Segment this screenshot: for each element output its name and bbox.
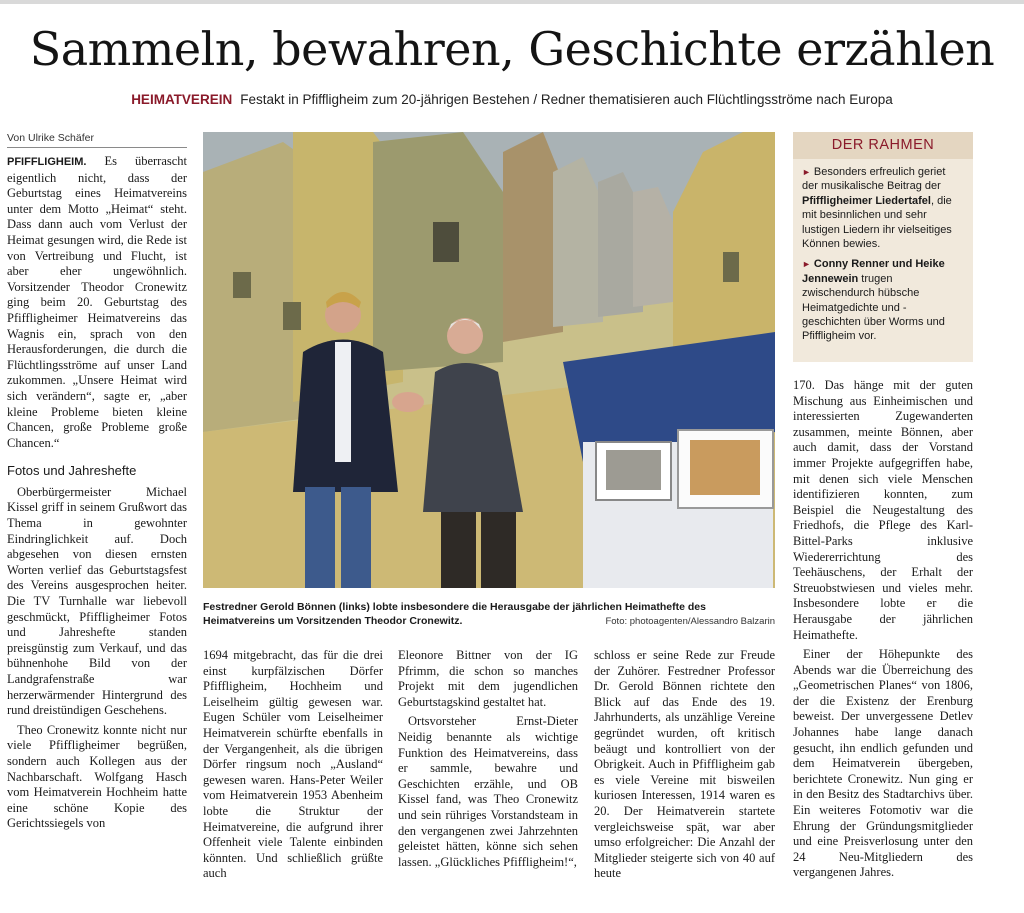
column-4 [594, 648, 775, 886]
subheadline [0, 92, 1024, 107]
column-1 [7, 154, 187, 836]
article-photo [203, 132, 775, 588]
byline: Von Ulrike Schäfer [7, 132, 94, 144]
kicker: HEIMATVEREIN [131, 92, 233, 107]
subheading: Fotos und Jahreshefte [7, 463, 137, 479]
dateline: PFIFFLIGHEIM. [7, 156, 87, 168]
info-highlight: Pfiffligheimer Liedertafel [802, 194, 931, 207]
info-box [793, 132, 973, 362]
paragraph: schloss er seine Rede zur Freude der Zuhörer. Festredner Professor Dr. Gerold Bönnen richtete den Blick auf das Ende des 19. Jahrhunderts, als unzählige Vereine gegründet wurden, oft kritisch beäugt und kontrolliert von der Obrigkeit. Auch in Pfiffligheim gab es viele Vereine mit bisweilen kuriosen Interessen, 1914 waren es 20. Der Heimatverein startete vergleichsweise spät, war aber umso erfolgreicher: Die Anzahl der Mitglieder steigerte sich von 40 auf heute [594, 648, 775, 881]
paragraph: Einer der Höhepunkte des Abends war die Überreichung des „Geometrischen Planes“ von 1806, der die Existenz der Erenburg beweist. Der unvergessene Detlev Johannes habe lange danach gesucht, ihn endlich gefunden und dem Heimatverein übergeben, berichtete Cronewitz. Nun ging er in den Besitz des Stadtarchivs über. Ein weiteres Fotomotiv war die Ehrung der Gründungsmitglieder und eine Preisverlosung unter den 24 Neu-Mitgliedern des vergangenen Jahres. [793, 647, 973, 880]
info-highlight: Conny Renner und Heike Jennewein [802, 258, 945, 285]
paragraph: Eleonore Bittner von der IG Pfrimm, die schon so manches Projekt mit dem jugendlichen Geburtstagskind gestaltet hat. [398, 648, 578, 709]
paragraph: 170. Das hänge mit der guten Mischung aus Einheimischen und interessierten Zugewanderten zusammen, meinte Bönnen, aber auch damit, dass der Vorstand immer Projekte aufgegriffen habe, mit denen sich viele Menschen identifizieren konnten, zum Beispiel die Neugestaltung des Friedhofs, die Pflege des Karl-Bittel-Parks inklusive Wiedererrichtung des Teehäuschens, der Erhalt der Streuobstwiesen und vieles mehr. Insbesondere lobte er die Herausgabe der jährlichen Heimathefte. [793, 378, 973, 642]
info-text: , die mit besinnlichen und sehr lustigen Liedern ihr vielseitiges Können bewies. [802, 194, 952, 251]
paragraph-text: Es überrascht eigentlich nicht, dass der Geburtstag eines Heimatvereins unter dem Motto „Heimat“ steht. Dass dann auch vom Verlust der Heimat gesungen wird, die Rede ist von Vertreibung und Flucht, ist aber eher ungewöhnlich. Vorsitzender Theodor Cronewitz ging beim 20. Geburtstag des Pfiffligheimer Heimatvereins das Wagnis ein, sprach von den Herausforderungen, die durch die Flüchtlingsströme auf unser Land zukommen. „Unsere Heimat wird sich verändern“, sagte er, „aber kleine Probleme bieten kleine Chancen, große Probleme große Chancen.“ [7, 154, 188, 450]
byline-rule [7, 147, 187, 148]
info-text: trugen zwischendurch hübsche Heimatgedichte und -geschichten über Worms und Pfiffligheim vor. [802, 272, 945, 343]
info-box-title: DER RAHMEN [793, 132, 973, 159]
paragraph-lead [7, 154, 187, 451]
paragraph: 1694 mitgebracht, das für die drei einst kurpfälzischen Dörfer Pfiffligheim, Hochheim und Leiselheim gültig gewesen war. Eugen Schüler vom Leiselheimer Heimatverein schürfte ebenfalls in der Vergangenheit, als die übrigen Dörfer ringsum noch „Ausland“ gewesen waren. Hans-Peter Weiler vom Heimatverein 1953 Abenheim lobte die Struktur der Heimatvereine, die aufgrund ihrer Offenheit viele Talente einbinden könnten. Und schließlich grüßte auch [203, 648, 383, 881]
caption-text: Festredner Gerold Bönnen (links) lobte insbesondere die Herausgabe der jährlichen Heimathefte des Heimatvereins um Vorsitzenden Theodor Cronewitz. [203, 601, 706, 627]
photo-credit: Foto: photoagenten/Alessandro Balzarin [605, 616, 775, 627]
paragraph: Ortsvorsteher Ernst-Dieter Neidig benannte als wichtige Funktion des Heimatvereins, dass er sammle, bewahre und Geschichten erzähle, und OB Kissel fand, was Theo Cronewitz und sein rühriges Vorstandsteam in den vergangenen zwei Jahrzehnten geleistet hätten, könne sich sehen lassen. „Glückliches Pfiffligheim!“, [398, 714, 578, 869]
top-border [0, 0, 1024, 4]
column-2 [203, 648, 383, 886]
subheadline-text: Festakt in Pfiffligheim zum 20-jährigen Bestehen / Redner thematisieren auch Flüchtlingsströme nach Europa [240, 92, 893, 107]
column-5 [793, 378, 973, 885]
triangle-bullet-icon: ► [802, 259, 811, 270]
paragraph: Oberbürgermeister Michael Kissel griff in seinem Grußwort das Thema in gewohnter Eindringlichkeit auf. Doch abgesehen von diesen ernsten Worten verlief das Geburtstagsfest des Vereins ausgesprochen heiter. Die TV Turnhalle war liebevoll geschmückt, Pfiffligheimer Fotos und Jahreshefte standen preisgünstig zum Verkauf, und das bühnenhohe Bild von der Landgrafenstraße war herzerwärmender Hintergrund des rund dreistündigen Geschehens. [7, 484, 187, 718]
info-box-item [793, 159, 973, 251]
column-3 [398, 648, 578, 874]
headline: Sammeln, bewahren, Geschichte erzählen [29, 22, 995, 76]
triangle-bullet-icon: ► [802, 167, 811, 177]
info-box-item [793, 251, 973, 343]
photo-caption [203, 600, 775, 628]
paragraph: Theo Cronewitz konnte nicht nur viele Pfiffligheimer begrüßen, sondern auch Kollegen aus der Nachbarschaft. Wolfgang Hasch vom Heimatverein Hochheim hatte eine schöne Kopie des Gerichtssiegels von [7, 722, 187, 831]
info-text: Besonders erfreulich geriet der musikalische Beitrag der [802, 166, 946, 193]
photo-illustration [203, 132, 775, 588]
